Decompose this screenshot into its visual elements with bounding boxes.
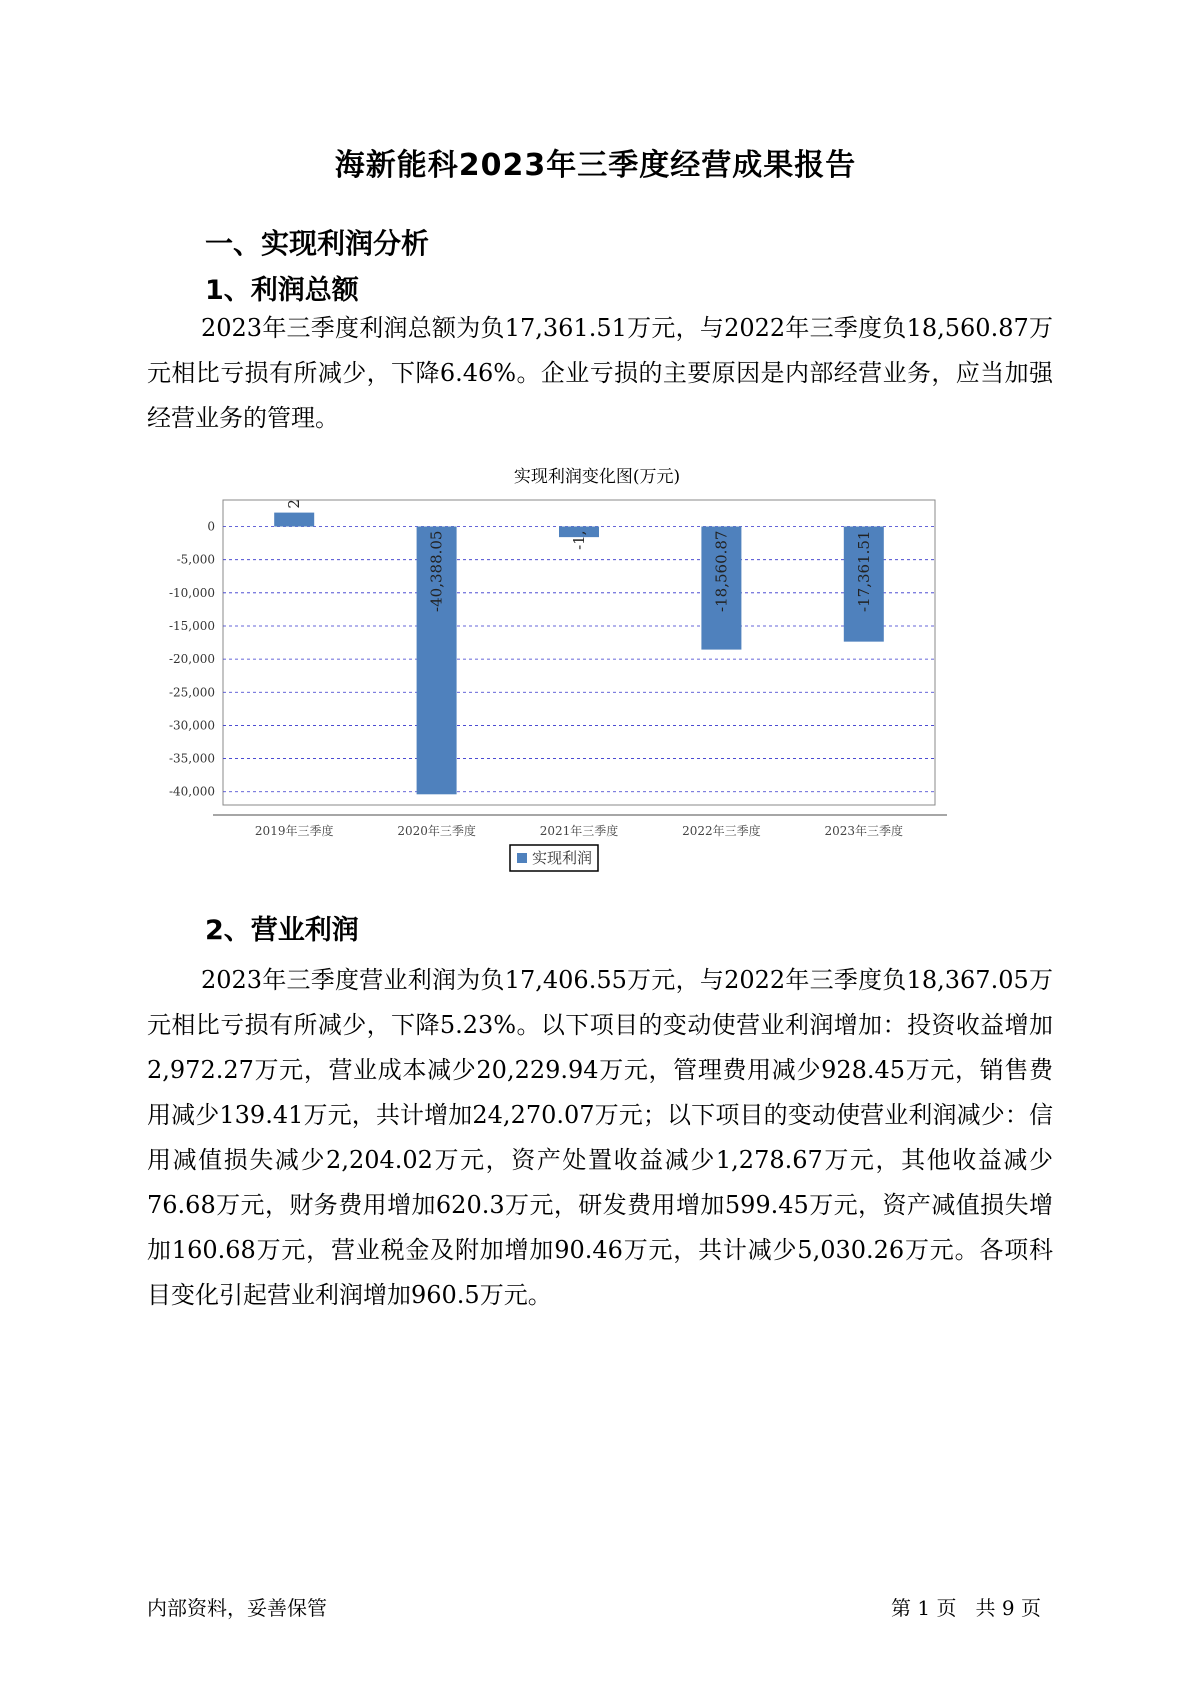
subsection-heading-total-profit: 1、利润总额 [205, 275, 359, 306]
y-tick-label: -15,000 [168, 618, 215, 633]
y-tick-label: -10,000 [168, 585, 215, 600]
y-tick-label: -25,000 [168, 685, 215, 700]
y-tick-label: -40,000 [168, 784, 215, 799]
y-tick-label: 0 [207, 519, 215, 534]
report-title: 海新能科2023年三季度经营成果报告 [334, 148, 857, 183]
x-tick-label: 2022年三季度 [682, 824, 761, 838]
legend-label: 实现利润 [532, 849, 593, 867]
x-tick-label: 2020年三季度 [397, 824, 476, 838]
chart-bars [274, 499, 884, 794]
chart-x-axis [255, 823, 903, 838]
profit-bar-chart [160, 467, 1010, 885]
x-tick-label: 2023年三季度 [824, 824, 904, 838]
y-tick-label: -35,000 [168, 751, 215, 766]
section-heading-profit-analysis: 一、实现利润分析 [205, 227, 430, 260]
footer-page-number: 第 1 页 共 9 页 [891, 1596, 1041, 1620]
y-tick-label: -5,000 [176, 552, 215, 567]
total-profit-paragraph: 2023年三季度利润总额为负17,361.51万元，与2022年三季度负18,560.87万元相比亏损有所减少，下降6.46%。企业亏损的主要原因是内部经营业务，应当加强经营业务的管理。 [147, 314, 1053, 432]
operating-profit-paragraph: 2023年三季度营业利润为负17,406.55万元，与2022年三季度负18,367.05万元相比亏损有所减少，下降5.23%。以下项目的变动使营业利润增加：投资收益增加2,972.27万元，营业成本减少20,229.94万元，管理费用减少928.45万元，销售费用减少139.41万元，共计增加24,270.07万元；以下项目的变动使营业利润减少：信用减值损失减少2,204.02万元，资产处置收益减少1,278.67万元，其他收益减少76.68万元，财务费用增加620.3万元，研发费用增加599.45万元，资产减值损失增加160.68万元，营业税金及附加增加90.46万元，共计减少5,030.26万元。各项科目变化引起营业利润增加960.5万元。 [147, 966, 1053, 1309]
bar-data-label: 2 [285, 499, 304, 509]
subsection-heading-operating-profit: 2、营业利润 [205, 915, 359, 946]
footer-confidential-note: 内部资料，妥善保管 [147, 1596, 327, 1620]
legend-swatch [517, 853, 527, 863]
chart-y-axis [169, 520, 947, 815]
y-tick-label: -20,000 [168, 652, 215, 667]
x-tick-label: 2019年三季度 [254, 824, 334, 838]
bar-data-label: -18,560.87 [712, 530, 731, 612]
x-tick-label: 2021年三季度 [539, 824, 619, 838]
bar-data-label: -1, [570, 530, 588, 550]
y-tick-label: -30,000 [168, 718, 215, 733]
chart-legend [510, 845, 598, 871]
bar-data-label: -40,388.05 [427, 530, 446, 612]
bar [274, 513, 314, 527]
chart-title: 实现利润变化图(万元) [513, 467, 681, 487]
bar-data-label: -17,361.51 [854, 530, 873, 612]
